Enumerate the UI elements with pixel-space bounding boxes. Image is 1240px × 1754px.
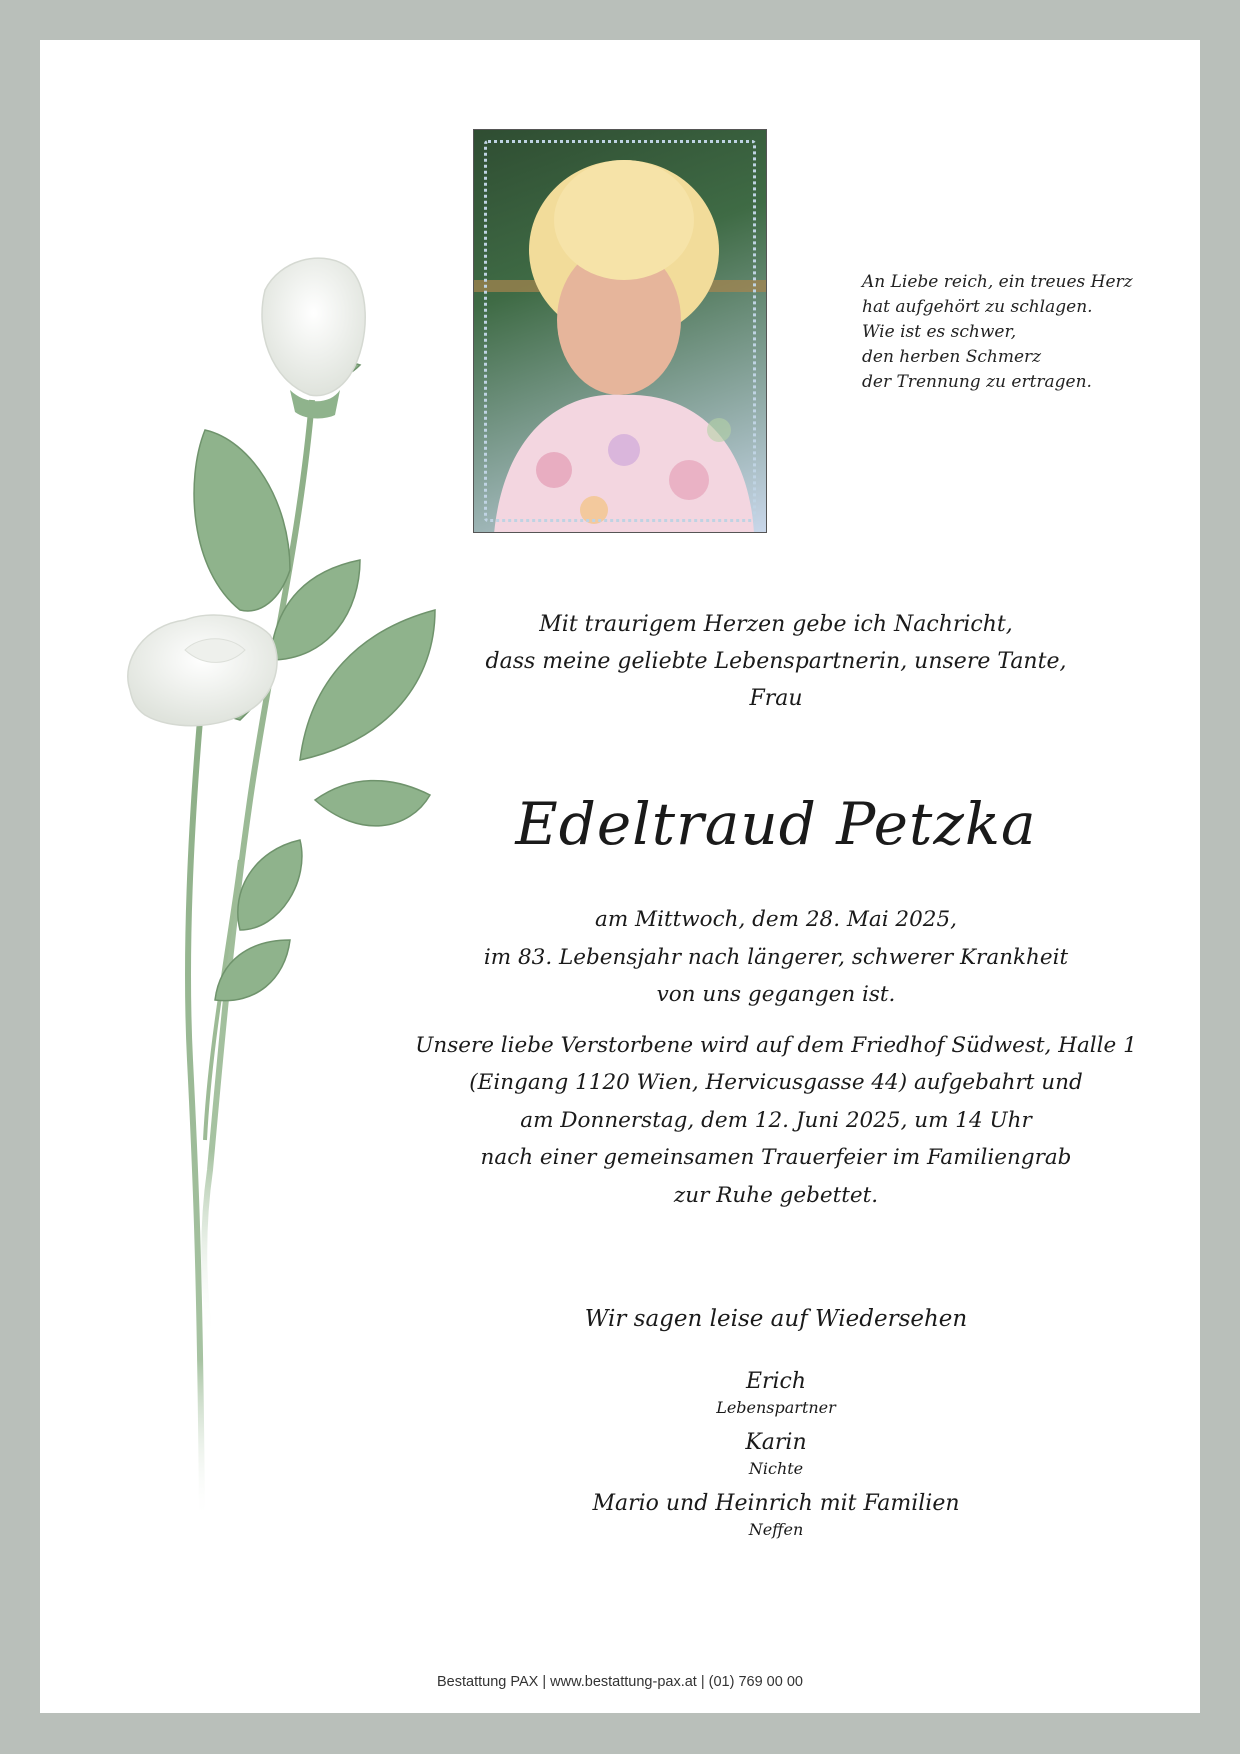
poem-line: der Trennung zu ertragen. xyxy=(862,372,1092,392)
mourner-name: Mario und Heinrich mit Familien xyxy=(592,1491,960,1516)
poem-line: hat aufgehört zu schlagen. xyxy=(862,297,1093,317)
funeral-detail-line: zur Ruhe gebettet. xyxy=(673,1182,879,1208)
portrait-border-ornament xyxy=(484,140,756,522)
funeral-detail-line: (Eingang 1120 Wien, Hervicusgasse 44) aufgebahrt und xyxy=(469,1070,1083,1095)
funeral-detail-line: Unsere liebe Verstorbene wird auf dem Friedhof Südwest, Halle 1 xyxy=(415,1032,1137,1058)
rose-illustration xyxy=(90,240,470,1540)
mourner-name: Erich xyxy=(745,1369,807,1394)
death-detail-line: im 83. Lebensjahr nach längerer, schwerer Krankheit xyxy=(483,944,1069,970)
funeral-detail-line: nach einer gemeinsamen Trauerfeier im Familiengrab xyxy=(480,1145,1072,1170)
mourner-relation: Lebenspartner xyxy=(716,1398,836,1417)
mourner xyxy=(386,1488,1166,1540)
funeral-detail-line: am Donnerstag, dem 12. Juni 2025, um 14 Uhr xyxy=(520,1107,1032,1133)
mourners-list xyxy=(386,1366,1166,1549)
rose-stem-lower xyxy=(188,720,202,1520)
mourner xyxy=(386,1366,1166,1418)
mourner-name: Karin xyxy=(745,1430,807,1455)
rose-bud-top xyxy=(262,258,365,418)
announcement xyxy=(386,606,1166,717)
death-detail-line: von uns gegangen ist. xyxy=(656,982,896,1007)
portrait-photo xyxy=(473,129,767,533)
announcement-line: Frau xyxy=(749,686,803,711)
mourner-relation: Nichte xyxy=(748,1459,804,1478)
announcement-line: dass meine geliebte Lebenspartnerin, unsere Tante, xyxy=(485,649,1067,674)
poem-line: An Liebe reich, ein treues Herz xyxy=(862,272,1133,292)
death-and-funeral-details xyxy=(386,901,1166,1214)
leaf xyxy=(194,430,290,611)
poem-line: den herben Schmerz xyxy=(862,347,1042,367)
rose-bloom-lower xyxy=(128,615,277,726)
spacer xyxy=(386,1014,1166,1027)
death-detail-line: am Mittwoch, dem 28. Mai 2025, xyxy=(595,907,957,932)
mourner-relation: Neffen xyxy=(748,1520,804,1539)
deceased-name: Edeltraud Petzka xyxy=(515,790,1037,858)
mourner xyxy=(386,1427,1166,1479)
obituary-page xyxy=(40,40,1200,1713)
announcement-line: Mit traurigem Herzen gebe ich Nachricht, xyxy=(539,612,1013,637)
leaf xyxy=(238,840,302,930)
farewell-line: Wir sagen leise auf Wiedersehen xyxy=(584,1306,968,1332)
poem xyxy=(862,270,1182,395)
footer-contact: Bestattung PAX | www.bestattung-pax.at | (01) 769 00 00 xyxy=(437,1674,803,1690)
poem-line: Wie ist es schwer, xyxy=(862,322,1017,342)
